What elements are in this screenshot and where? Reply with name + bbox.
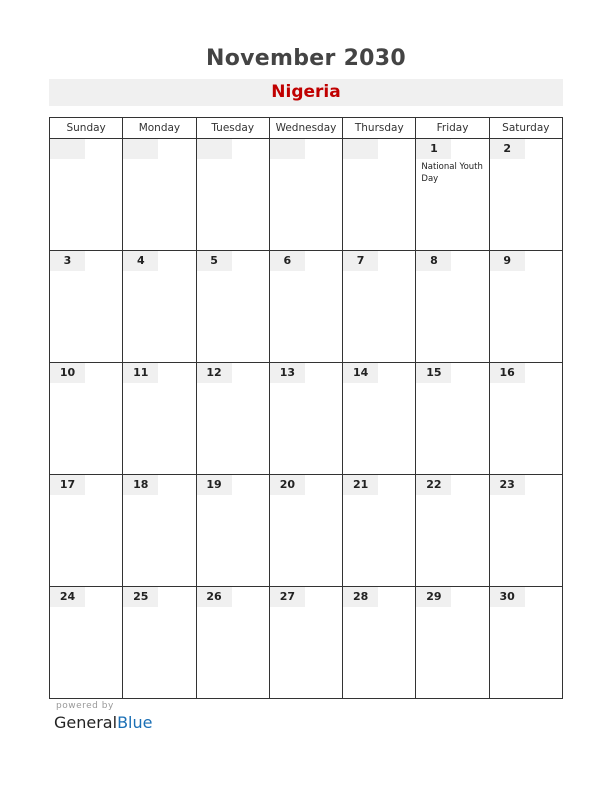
day-cell[interactable] (489, 139, 562, 251)
day-number (270, 139, 305, 159)
day-number (197, 139, 232, 159)
calendar-grid (49, 117, 563, 699)
day-cell[interactable] (196, 139, 269, 251)
holiday-event: National Youth Day (421, 162, 483, 184)
day-cell[interactable] (196, 363, 269, 475)
day-cell[interactable] (489, 251, 562, 363)
day-number: 15 (416, 363, 451, 383)
day-cell[interactable] (343, 475, 416, 587)
day-cell[interactable] (123, 475, 196, 587)
day-cell[interactable] (416, 475, 489, 587)
day-number: 3 (50, 251, 85, 271)
day-cell[interactable] (416, 363, 489, 475)
day-number: 27 (270, 587, 305, 607)
day-number: 23 (490, 475, 525, 495)
weekday-friday: Friday (416, 118, 489, 139)
day-number: 24 (50, 587, 85, 607)
day-number: 9 (490, 251, 525, 271)
day-cell[interactable] (50, 251, 123, 363)
weekday-header-row (50, 118, 563, 139)
day-number: 7 (343, 251, 378, 271)
week-row (50, 475, 563, 587)
day-cell[interactable] (50, 475, 123, 587)
calendar-title: November 2030 (205, 46, 407, 71)
day-cell[interactable] (416, 251, 489, 363)
week-row (50, 363, 563, 475)
brand-general: General (54, 713, 118, 732)
day-number: 25 (123, 587, 158, 607)
day-number: 1 (416, 139, 451, 159)
day-number: 12 (197, 363, 232, 383)
day-number: 2 (490, 139, 525, 159)
day-number: 26 (197, 587, 232, 607)
day-number: 16 (490, 363, 525, 383)
day-number: 4 (123, 251, 158, 271)
day-number (50, 139, 85, 159)
day-cell[interactable] (50, 139, 123, 251)
week-row (50, 139, 563, 251)
day-number: 21 (343, 475, 378, 495)
day-number: 6 (270, 251, 305, 271)
day-number: 10 (50, 363, 85, 383)
day-cell[interactable] (489, 475, 562, 587)
day-number: 29 (416, 587, 451, 607)
day-cell[interactable] (343, 139, 416, 251)
day-cell[interactable] (489, 363, 562, 475)
day-number: 8 (416, 251, 451, 271)
day-number: 5 (197, 251, 232, 271)
powered-by-text: powered by (56, 701, 114, 711)
day-cell[interactable] (123, 139, 196, 251)
day-cell[interactable] (343, 363, 416, 475)
weekday-wednesday: Wednesday (269, 118, 342, 139)
day-cell[interactable] (269, 587, 342, 699)
day-number: 19 (197, 475, 232, 495)
day-cell[interactable] (269, 363, 342, 475)
day-number: 30 (490, 587, 525, 607)
day-number: 28 (343, 587, 378, 607)
brand-logo[interactable] (54, 713, 152, 732)
day-number: 13 (270, 363, 305, 383)
day-cell[interactable] (416, 587, 489, 699)
day-cell[interactable] (269, 475, 342, 587)
day-number (123, 139, 158, 159)
day-number: 14 (343, 363, 378, 383)
day-cell[interactable] (123, 363, 196, 475)
day-cell[interactable] (269, 139, 342, 251)
day-number: 17 (50, 475, 85, 495)
day-number: 11 (123, 363, 158, 383)
day-cell[interactable] (50, 587, 123, 699)
weekday-sunday: Sunday (50, 118, 123, 139)
weekday-saturday: Saturday (489, 118, 562, 139)
day-number (343, 139, 378, 159)
country-banner (49, 79, 563, 106)
day-cell[interactable] (123, 587, 196, 699)
day-cell[interactable] (196, 251, 269, 363)
day-cell[interactable] (123, 251, 196, 363)
day-number: 18 (123, 475, 158, 495)
weekday-tuesday: Tuesday (196, 118, 269, 139)
day-cell[interactable] (269, 251, 342, 363)
day-cell[interactable] (489, 587, 562, 699)
weekday-monday: Monday (123, 118, 196, 139)
day-cell[interactable] (416, 139, 489, 251)
day-number: 22 (416, 475, 451, 495)
weekday-thursday: Thursday (343, 118, 416, 139)
week-row (50, 587, 563, 699)
country-name: Nigeria (271, 82, 341, 102)
week-row (50, 251, 563, 363)
day-cell[interactable] (343, 587, 416, 699)
brand-blue: Blue (117, 713, 153, 732)
day-cell[interactable] (343, 251, 416, 363)
day-number: 20 (270, 475, 305, 495)
day-cell[interactable] (196, 475, 269, 587)
day-cell[interactable] (196, 587, 269, 699)
day-cell[interactable] (50, 363, 123, 475)
